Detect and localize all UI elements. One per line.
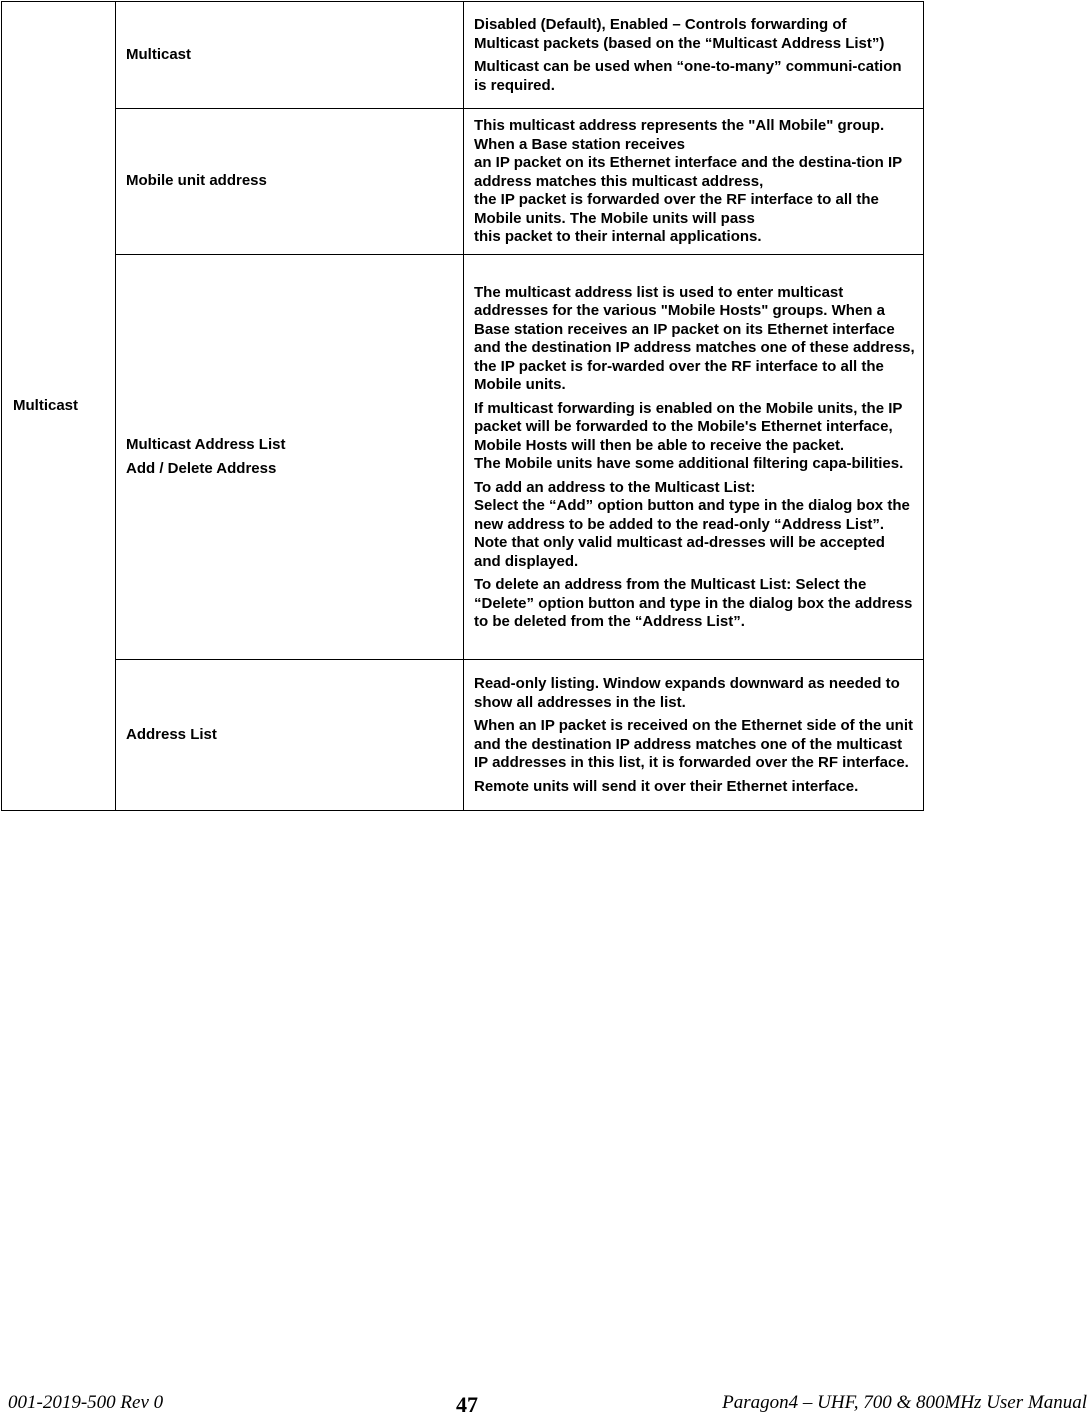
group-label: Multicast — [13, 396, 79, 414]
desc-cell-address-list — [464, 660, 924, 811]
param-label: Multicast — [126, 45, 192, 63]
param-label: Address List — [126, 725, 217, 743]
table-row — [2, 255, 924, 660]
page-footer — [0, 1392, 1089, 1416]
desc-cell-multicast-address-list — [464, 255, 924, 660]
param-label: Mobile unit address — [126, 172, 267, 190]
table-row — [2, 660, 924, 811]
param-label: Multicast Address List — [126, 435, 286, 453]
desc-paragraph: Read-only listing. Window expands downward as needed to show all addresses in the list. — [474, 675, 900, 711]
desc-paragraph: Remote units will send it over their Ethernet interface. — [474, 777, 859, 795]
group-label-cell — [2, 2, 116, 811]
desc-paragraph: Multicast can be used when “one-to-many” communi-cation is required. — [474, 58, 902, 94]
param-cell-multicast — [116, 2, 464, 109]
desc-paragraph: To delete an address from the Multicast List: Select the “Delete” option button and type in the dialog box the address to be deleted from the “Address List”. — [474, 576, 913, 630]
desc-paragraph: Disabled (Default), Enabled – Controls forwarding of Multicast packets (based on the “Multicast Address List”) — [474, 16, 885, 52]
manual-title: Paragon4 – UHF, 700 & 800MHz User Manual — [722, 1392, 1087, 1413]
desc-paragraph: This multicast address represents the "All Mobile" group. When a Base station receives an IP packet on its Ethernet interface and the destina-tion IP address matches this multicast address, the IP packet is forwarded over the RF interface to all the Mobile units. The Mobile units will pass this packet to their internal applications. — [474, 117, 902, 246]
multicast-settings-table — [1, 1, 924, 811]
table-row — [2, 109, 924, 255]
table-row — [2, 2, 924, 109]
desc-cell-multicast — [464, 2, 924, 109]
param-cell-address-list — [116, 660, 464, 811]
param-cell-mobile-unit-address — [116, 109, 464, 255]
desc-paragraph: To add an address to the Multicast List: Select the “Add” option button and type in the dialog box the new address to be added to the read-only “Address List”. Note that only valid multicast ad-dresses will be accepted and displayed. — [474, 478, 910, 570]
param-cell-multicast-address-list — [116, 255, 464, 660]
desc-paragraph: If multicast forwarding is enabled on the Mobile units, the IP packet will be forwarded to the Mobile's Ethernet interface, Mobile Hosts will then be able to receive the packet. The Mobile units have some additional filtering capa-bilities. — [474, 399, 904, 472]
param-label: Add / Delete Address — [126, 460, 277, 477]
desc-paragraph: When an IP packet is received on the Ethernet side of the unit and the destination IP address matches one of the multicast IP addresses in this list, it is forwarded over the RF interface. — [474, 717, 913, 771]
desc-paragraph: The multicast address list is used to enter multicast addresses for the various "Mobile Hosts" groups. When a Base station receives an IP packet on its Ethernet interface and the destination IP address matches one of these address, the IP packet is for-warded over the RF interface to all the Mobile units. — [474, 283, 915, 393]
desc-cell-mobile-unit-address — [464, 109, 924, 255]
page-number: 47 — [456, 1392, 478, 1417]
document-number: 001-2019-500 Rev 0 — [8, 1392, 164, 1413]
